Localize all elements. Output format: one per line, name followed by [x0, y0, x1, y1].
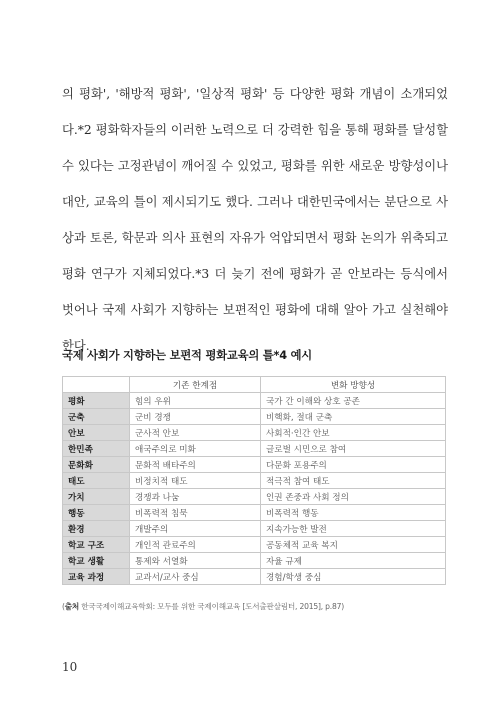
table-row: [63, 409, 446, 425]
cell-before: 비폭력적 침묵: [130, 505, 261, 521]
table-body: [63, 393, 446, 585]
table-row: [63, 521, 446, 537]
cell-before: 개인적 관료주의: [130, 537, 261, 553]
table-row: [63, 537, 446, 553]
row-label: 한민족: [63, 441, 130, 457]
cell-after: 비폭력적 행동: [261, 505, 446, 521]
cell-after: 인권 존중과 사회 정의: [261, 489, 446, 505]
source-label: 출처: [64, 602, 80, 611]
cell-after: 공동체적 교육 복지: [261, 537, 446, 553]
cell-before: 힘의 우위: [130, 393, 261, 409]
cell-after: 글로벌 시민으로 참여: [261, 441, 446, 457]
table-row: [63, 425, 446, 441]
row-label: 학교 생활: [63, 553, 130, 569]
cell-before: 비정치적 태도: [130, 473, 261, 489]
source-text: 한국국제이해교육학회: 모두를 위한 국제이해교육 [도서출판살림터, 2015], p.87: [81, 602, 342, 611]
cell-before: 군비 경쟁: [130, 409, 261, 425]
table-row: [63, 473, 446, 489]
page-number: 10: [62, 660, 78, 674]
table-header-row: [63, 377, 446, 393]
cell-before: 통제와 서열화: [130, 553, 261, 569]
row-label: 태도: [63, 473, 130, 489]
body-paragraph: 의 평화', '해방적 평화', '일상적 평화' 등 다양한 평화 개념이 소개되었다.*2 평화학자들의 이러한 노력으로 더 강력한 힘을 통해 평화를 달성할 수 있다는 고정관념이 깨어질 수 있었고, 평화를 위한 새로운 방향성이나 대안, 교육의 틀이 제시되기도 했다. 그러나 대한민국에서는 분단으로 사상과 토론, 학문과 의사 표현의 자유가 억압되면서 평화 논의가 위축되고 평화 연구가 지체되었다.*3 더 늦기 전에 평화가 곧 안보라는 등식에서 벗어나 국제 사회가 지향하는 보편적인 평화에 대해 알아 가고 실천해야 한다.: [62, 87, 448, 353]
table-row: [63, 393, 446, 409]
cell-after: 비핵화, 절대 군축: [261, 409, 446, 425]
cell-after: 적극적 참여 태도: [261, 473, 446, 489]
cell-before: 문화적 배타주의: [130, 457, 261, 473]
table-row: [63, 505, 446, 521]
row-label: 가치: [63, 489, 130, 505]
cell-after: 자율 규제: [261, 553, 446, 569]
peace-education-table: [62, 376, 446, 585]
row-label: 평화: [63, 393, 130, 409]
table-row: [63, 569, 446, 585]
row-label: 행동: [63, 505, 130, 521]
cell-after: 국가 간 이해와 상호 공존: [261, 393, 446, 409]
cell-before: 애국주의로 미화: [130, 441, 261, 457]
row-label: 학교 구조: [63, 537, 130, 553]
source-note: (출처 한국국제이해교육학회: 모두를 위한 국제이해교육 [도서출판살림터, 2015], p.87): [62, 602, 345, 611]
table-row: [63, 489, 446, 505]
cell-after: 다문화 포용주의: [261, 457, 446, 473]
row-label: 군축: [63, 409, 130, 425]
cell-after: 지속가능한 발전: [261, 521, 446, 537]
table-row: [63, 457, 446, 473]
cell-before: 개발주의: [130, 521, 261, 537]
row-label: 환경: [63, 521, 130, 537]
row-label: 안보: [63, 425, 130, 441]
table-row: [63, 553, 446, 569]
cell-after: 경험/학생 중심: [261, 569, 446, 585]
cell-before: 군사적 안보: [130, 425, 261, 441]
row-label: 교육 과정: [63, 569, 130, 585]
cell-after: 사회적·인간 안보: [261, 425, 446, 441]
row-label: 문화화: [63, 457, 130, 473]
cell-before: 경쟁과 나눔: [130, 489, 261, 505]
table-row: [63, 441, 446, 457]
table-header-corner: [63, 377, 130, 393]
body-text: [62, 76, 448, 364]
table-title: 국제 사회가 지향하는 보편적 평화교육의 틀*4 예시: [62, 349, 313, 362]
cell-before: 교과서/교사 중심: [130, 569, 261, 585]
table-header-before: 기존 한계점: [130, 377, 261, 393]
table-header-after: 변화 방향성: [261, 377, 446, 393]
